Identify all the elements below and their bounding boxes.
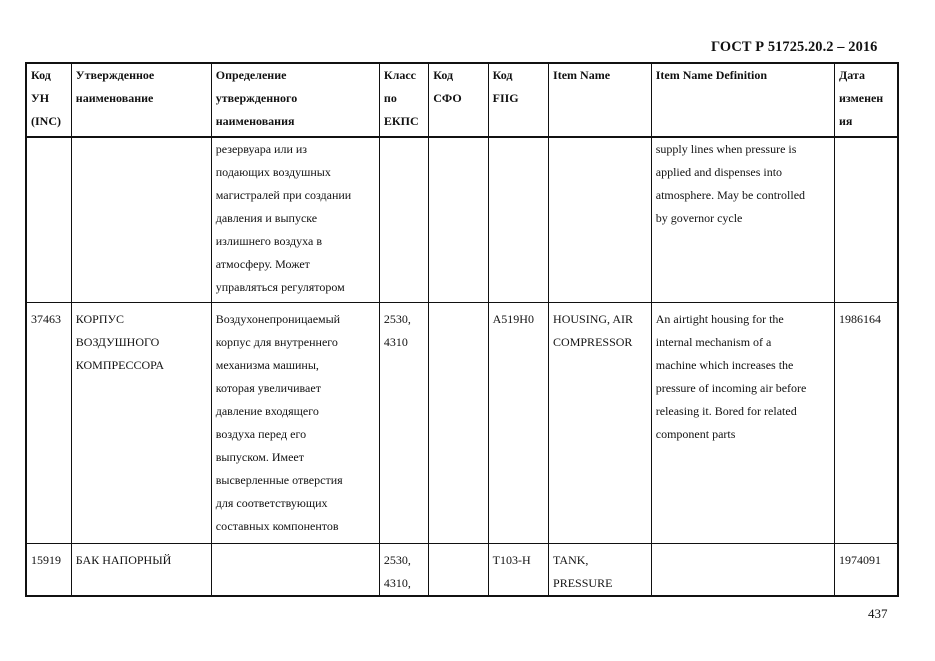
cell-change-date [835, 137, 899, 303]
page-number: 437 [868, 606, 888, 621]
cell-approved-name: КОРПУС ВОЗДУШНОГО КОМПРЕССОРА [71, 303, 211, 544]
cell-definition: резервуара или из подающих воздушных магистралей при создании давления и выпуске излишнего воздуха в атмосферу. Может управляться регулятором [211, 137, 379, 303]
cell-ekps-class: 2530, 4310, [379, 544, 428, 597]
cell-definition: Воздухонепроницаемый корпус для внутреннего механизма машины, которая увеличивает давление входящего воздуха перед его выпуском. Имеет высверленные отверстия для соответствующих составных компонентов [211, 303, 379, 544]
cell-approved-name [71, 137, 211, 303]
table-row [26, 544, 898, 597]
header-item-name-definition: Item Name Definition [651, 63, 834, 137]
cell-fiig-code: T103-H [488, 544, 548, 597]
cell-item-name-definition: An airtight housing for the internal mechanism of a machine which increases the pressure of incoming air before releasing it. Bored for related component parts [651, 303, 834, 544]
cell-item-name: HOUSING, AIR COMPRESSOR [549, 303, 652, 544]
table-row [26, 137, 898, 303]
header-inc-code: Код УН (INC) [26, 63, 71, 137]
cell-item-name-definition [651, 544, 834, 597]
cell-inc-code [26, 137, 71, 303]
header-fiig-code: Код FIIG [488, 63, 548, 137]
cell-ekps-class: 2530, 4310 [379, 303, 428, 544]
header-change-date: Дата изменен ия [835, 63, 899, 137]
header-approved-name: Утвержденное наименование [71, 63, 211, 137]
cell-sfo-code [429, 137, 488, 303]
header-definition: Определение утвержденного наименования [211, 63, 379, 137]
cell-fiig-code: A519H0 [488, 303, 548, 544]
cell-item-name [549, 137, 652, 303]
cell-change-date: 1986164 [835, 303, 899, 544]
cell-ekps-class [379, 137, 428, 303]
cell-fiig-code [488, 137, 548, 303]
cell-definition [211, 544, 379, 597]
header-ekps-class: Класс по ЕКПС [379, 63, 428, 137]
header-sfo-code: Код СФО [429, 63, 488, 137]
table-header [26, 63, 898, 137]
table-row [26, 303, 898, 544]
catalog-table [25, 62, 899, 597]
table-body [26, 137, 898, 596]
document-code: ГОСТ Р 51725.20.2 – 2016 [711, 39, 878, 55]
cell-item-name: TANK, PRESSURE [549, 544, 652, 597]
cell-sfo-code [429, 303, 488, 544]
header-row [26, 63, 898, 137]
cell-inc-code: 15919 [26, 544, 71, 597]
cell-change-date: 1974091 [835, 544, 899, 597]
cell-approved-name: БАК НАПОРНЫЙ [71, 544, 211, 597]
cell-sfo-code [429, 544, 488, 597]
cell-item-name-definition: supply lines when pressure is applied and dispenses into atmosphere. May be controlled by governor cycle [651, 137, 834, 303]
cell-inc-code: 37463 [26, 303, 71, 544]
header-item-name: Item Name [549, 63, 652, 137]
